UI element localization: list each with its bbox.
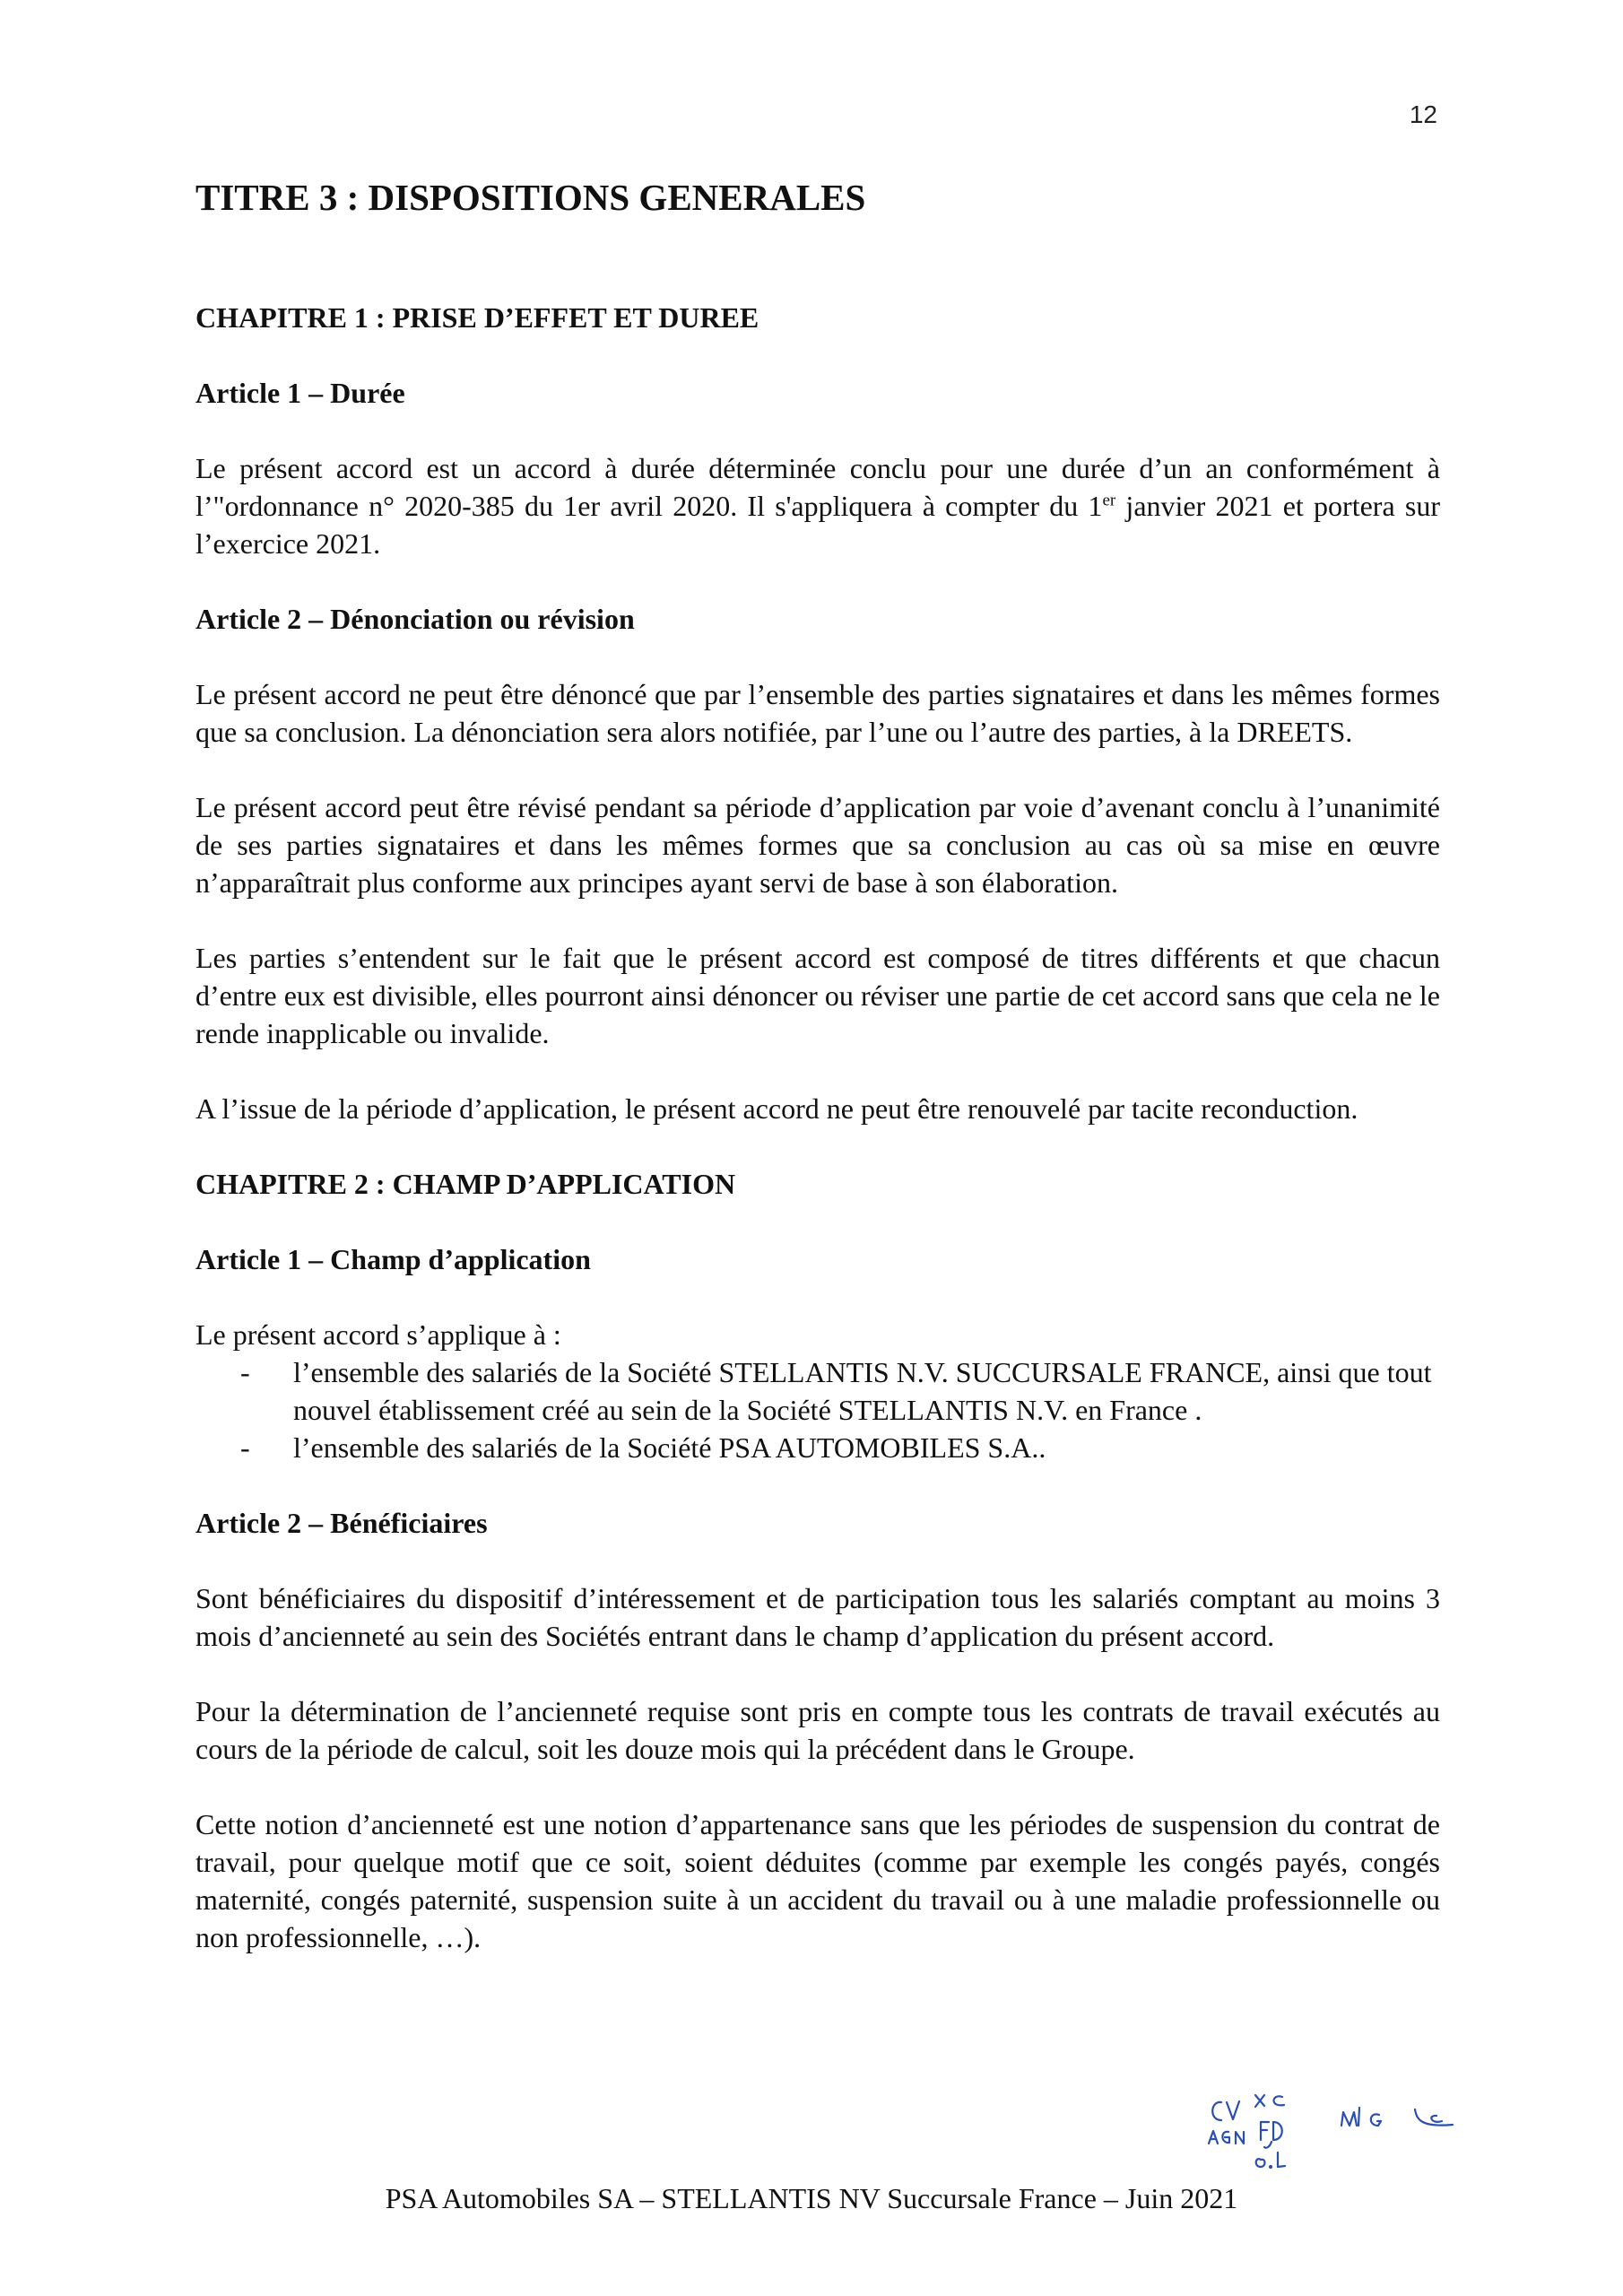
scope-intro: Le présent accord s’applique à : xyxy=(195,1318,561,1351)
list-item-text: l’ensemble des salariés de la Société PSA AUTOMOBILES S.A.. xyxy=(293,1431,1046,1464)
title-heading: TITRE 3 : DISPOSITIONS GENERALES xyxy=(195,177,866,218)
duration-text-part-2: janvier 2021 et portera sur l’exercice 2021. xyxy=(195,490,1441,560)
bullet-dash: - xyxy=(240,1356,250,1388)
initials-cv-v xyxy=(1227,2101,1239,2119)
duration-text-part-1: Le présent accord est un accord à durée déterminée conclu pour une durée d’un an conformément à l’"ordonnance n° 2020-385 du 1er avril 2020. Il s'appliquera à compter du 1 xyxy=(195,452,1440,522)
page-number: 12 xyxy=(1409,100,1437,128)
renewal-paragraph: A l’issue de la période d’application, le présent accord ne peut être renouvelé par tacite reconduction. xyxy=(195,1092,1358,1125)
document-body xyxy=(195,175,1440,1994)
superscript-er: er xyxy=(1102,491,1116,510)
bullet-dash: - xyxy=(240,1431,250,1464)
seniority-paragraph: Pour la détermination de l’ancienneté requise sont pris en compte tous les contrats de travail exécutés au cours de la période de calcul, soit les douze mois qui la précédent dans le Groupe. xyxy=(195,1695,1440,1765)
initials-xc-x xyxy=(1255,2095,1264,2107)
chapter-2-article-1-heading: Article 1 – Champ d’application xyxy=(195,1243,591,1275)
initials-xc-c xyxy=(1274,2096,1285,2105)
list-item xyxy=(195,1353,1440,1429)
chapter-2-article-2-heading: Article 2 – Bénéficiaires xyxy=(195,1507,488,1539)
beneficiaries-paragraph: Sont bénéficiaires du dispositif d’intéressement et de participation tous les salariés comptant au moins 3 mois d’ancienneté au sein des Sociétés entrant dans le champ d’application du présent accord. xyxy=(195,1582,1440,1652)
chapter-1-heading: CHAPITRE 1 : PRISE D’EFFET ET DUREE xyxy=(195,301,759,334)
seniority-notion-paragraph: Cette notion d’ancienneté est une notion d’appartenance sans que les périodes de suspension du contrat de travail, pour quelque motif que ce soit, soient déduites (comme par exemple les congés payés, congés maternité, congés paternité, suspension suite à un accident du travail ou à une maladie professionnelle ou non professionnelle, …). xyxy=(195,1808,1440,1953)
denunciation-paragraph: Le présent accord ne peut être dénoncé que par l’ensemble des parties signataires et dans les mêmes formes que sa conclusion. La dénonciation sera alors notifiée, par l’une ou l’autre des parties, à la DREETS. xyxy=(195,678,1440,748)
chapter-2-heading: CHAPITRE 2 : CHAMP D’APPLICATION xyxy=(195,1168,736,1200)
chapter-1-article-2-heading: Article 2 – Dénonciation ou révision xyxy=(195,603,635,635)
initials-cv-c xyxy=(1212,2102,1221,2120)
chapter-1-article-1-heading: Article 1 – Durée xyxy=(195,377,405,409)
page-footer: PSA Automobiles SA – STELLANTIS NV Succursale France – Juin 2021 xyxy=(385,2182,1238,2214)
handwritten-initials xyxy=(1202,2090,1506,2188)
divisibility-paragraph: Les parties s’entendent sur le fait que le présent accord est composé de titres différents et que chacun d’entre eux est divisible, elles pourront ainsi dénoncer ou réviser une partie de cet accord sans que cela ne le rende inapplicable ou invalide. xyxy=(195,942,1440,1049)
list-item-text: l’ensemble des salariés de la Société STELLANTIS N.V. SUCCURSALE FRANCE, ainsi que tout nouvel établissement créé au sein de la Société STELLANTIS N.V. en France . xyxy=(293,1356,1432,1426)
revision-paragraph: Le présent accord peut être révisé pendant sa période d’application par voie d’avenant conclu à l’unanimité de ses parties signataires et dans les mêmes formes que sa conclusion au cas où sa mise en œuvre n’apparaîtrait plus conforme aux principes ayant servi de base à son élaboration. xyxy=(195,791,1440,899)
scope-list xyxy=(195,1353,1440,1466)
list-item xyxy=(195,1429,1440,1466)
chapter-1-article-1-paragraph xyxy=(195,449,1440,562)
